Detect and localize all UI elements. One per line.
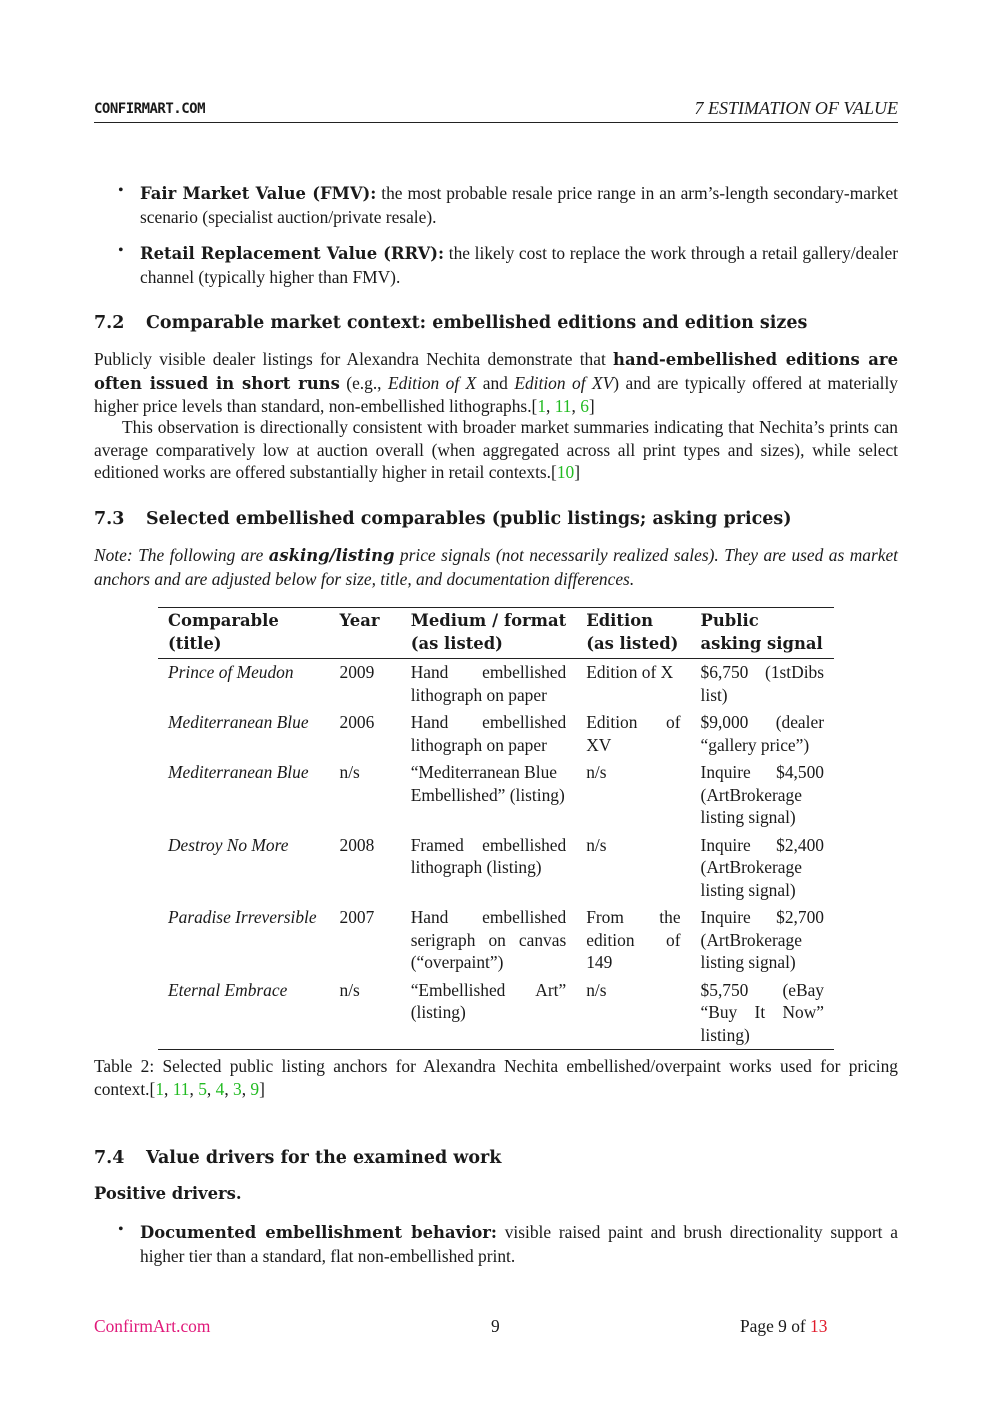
caption-text: Table 2: Selected public listing anchors for Alexandra Nechita embellished/overpaint works used for pricing context. <box>94 1056 898 1099</box>
citation-link[interactable]: 10 <box>556 462 575 482</box>
section-number: 7.2 <box>94 313 125 333</box>
cell-medium: Hand embellished serigraph on canvas (“overpaint”) <box>410 907 567 972</box>
section-heading-7-4 <box>94 1148 501 1168</box>
bullet-embellishment <box>140 1221 898 1267</box>
column-header: Year <box>339 611 380 630</box>
section-title: Value drivers for the examined work <box>146 1148 502 1168</box>
cell-title: Eternal Embrace <box>168 979 288 1000</box>
text: ) and are typically offered at materially higher price levels than standard, non-embellished lithographs. <box>94 372 898 416</box>
bullet-marker: • <box>118 1221 124 1238</box>
bullet-text: visible raised paint and brush directionality support a higher tier than a standard, flat non-embellished print. <box>140 1222 898 1266</box>
citation-link[interactable]: 3 <box>233 1078 242 1099</box>
cell-medium: Hand embellished lithograph on paper <box>410 712 567 755</box>
edition-example: Edition of X <box>388 372 477 393</box>
comparables-table <box>158 607 834 1050</box>
citation-link[interactable]: 1 <box>537 396 547 416</box>
cell-edition: n/s <box>586 762 607 782</box>
text: Note: The following are <box>94 545 269 565</box>
text: and <box>476 372 515 393</box>
bullet-text: the most probable resale price range in an arm’s-length secondary-market scenario (specialist auction/private resale). <box>140 183 898 227</box>
footer-page-number: 9 <box>491 1316 500 1336</box>
section-number: 7.3 <box>94 509 125 529</box>
page-label: Page 9 of <box>740 1316 811 1336</box>
cell-asking: $5,750 (eBay “Buy It Now” listing) <box>700 979 824 1045</box>
table-row <box>158 659 834 710</box>
table-row <box>158 977 834 1050</box>
column-header: Public asking signal <box>700 611 823 653</box>
text: price signals (not necessarily realized sales). They are used as market anchors and are adjusted below for size, title, and documentation differences. <box>94 545 898 589</box>
table-caption: Table 2: Selected public listing anchors for Alexandra Nechita embellished/overpaint works used for pricing context.[1, 11, 5, 4, 3, 9] <box>94 1056 898 1099</box>
bullet-rrv <box>140 242 898 288</box>
cell-medium: Framed embellished lithograph (listing) <box>410 834 567 877</box>
cell-year: 2007 <box>339 907 375 927</box>
bullet-marker: • <box>118 242 124 259</box>
bullet-fmv <box>140 182 898 228</box>
table-note <box>94 544 898 590</box>
citation-link[interactable]: 4 <box>215 1078 225 1099</box>
footer-site-link[interactable]: ConfirmArt.com <box>94 1316 211 1336</box>
section-heading-7-2 <box>94 313 807 333</box>
column-header: Edition (as listed) <box>586 611 679 653</box>
cell-title: Prince of Meudon <box>168 662 294 682</box>
bullet-term: Fair Market Value (FMV): <box>140 184 377 203</box>
text: Publicly visible dealer listings for Alexandra Nechita demonstrate that <box>94 349 614 369</box>
bullet-text: the likely cost to replace the work through a retail gallery/dealer channel (typically higher than FMV). <box>140 243 898 287</box>
cell-year: n/s <box>339 979 360 1000</box>
emphasis: asking/listing <box>268 546 395 565</box>
paragraph-7-2-1: Publicly visible dealer listings for Alexandra Nechita demonstrate that hand-embellished editions are often issued in short runs (e.g., Edition of X and Edition of XV) and are typically offered at materially higher price levels than standard, non-embellished lithographs.[1, 11, 6] <box>94 349 898 416</box>
cell-edition: n/s <box>586 979 607 1000</box>
table-row <box>158 832 834 905</box>
citation-link[interactable]: 11 <box>172 1078 190 1099</box>
cell-year: 2006 <box>339 712 375 732</box>
section-title: Selected embellished comparables (public listings; asking prices) <box>146 509 792 529</box>
subheading-positive-drivers: Positive drivers. <box>94 1184 242 1203</box>
section-number: 7.4 <box>94 1148 125 1168</box>
table-row <box>158 759 834 832</box>
bullet-term: Retail Replacement Value (RRV): <box>140 244 445 263</box>
footer-page-count <box>740 1316 827 1337</box>
cell-medium: “Mediterranean Blue Embellished” (listing) <box>410 762 565 805</box>
running-header <box>94 98 898 123</box>
cell-title: Mediterranean Blue <box>168 712 309 732</box>
cell-title: Destroy No More <box>168 834 289 855</box>
cell-edition: From the edition of 149 <box>586 907 681 972</box>
cell-year: 2009 <box>339 662 375 682</box>
text: (e.g., <box>339 372 388 393</box>
citation-link[interactable]: 11 <box>554 396 572 416</box>
cell-medium: “Embellished Art” (listing) <box>410 979 567 1022</box>
section-heading-7-3 <box>94 509 792 529</box>
citation-link[interactable]: 1 <box>155 1078 165 1099</box>
cell-asking: Inquire $2,400 (ArtBrokerage listing signal) <box>700 834 824 900</box>
paragraph-7-2-2: This observation is directionally consistent with broader market summaries indicating that Nechita’s prints can average comparatively low at auction overall (when aggregated across all print types and sizes), while select editioned works are offered substantially higher in retail contexts.[10] <box>94 417 898 482</box>
bullet-term: Documented embellishment behavior: <box>140 1223 497 1242</box>
cell-title: Mediterranean Blue <box>168 762 309 782</box>
cell-edition: Edition of XV <box>586 712 681 755</box>
cell-asking: Inquire $2,700 (ArtBrokerage listing signal) <box>700 907 824 972</box>
cell-title: Paradise Irreversible <box>168 907 317 927</box>
cell-asking: Inquire $4,500 (ArtBrokerage listing signal) <box>700 762 824 827</box>
citation-link[interactable]: 6 <box>580 396 589 416</box>
total-pages-link[interactable]: 13 <box>810 1316 828 1336</box>
table-row <box>158 709 834 759</box>
citation-link[interactable]: 9 <box>250 1078 260 1099</box>
table-row <box>158 904 834 977</box>
cell-edition: n/s <box>586 834 607 855</box>
header-section-title: 7 ESTIMATION OF VALUE <box>694 98 898 118</box>
cell-asking: $9,000 (dealer “gallery price”) <box>700 712 824 755</box>
cell-medium: Hand embellished lithograph on paper <box>410 662 567 705</box>
cell-asking: $6,750 (1stDibs list) <box>700 662 824 705</box>
cell-year: n/s <box>339 762 360 782</box>
header-brand: CONFIRMART.COM <box>94 101 206 117</box>
cell-year: 2008 <box>339 834 375 855</box>
bullet-marker: • <box>118 182 124 199</box>
emphasis: hand-embellished editions are often issued in short runs <box>94 350 898 393</box>
cell-edition: Edition of X <box>586 662 674 682</box>
edition-example: Edition of XV <box>514 372 614 393</box>
citation-link[interactable]: 5 <box>198 1078 207 1099</box>
column-header: Comparable (title) <box>168 611 279 653</box>
section-title: Comparable market context: embellished editions and edition sizes <box>146 313 808 333</box>
column-header: Medium / format (as listed) <box>410 611 567 653</box>
table-header-row <box>158 608 834 659</box>
text: This observation is directionally consistent with broader market summaries indicating that Nechita’s prints can average comparatively low at auction overall (when aggregated across all print types and sizes), while select editioned works are offered substantially higher in retail contexts. <box>94 417 898 482</box>
